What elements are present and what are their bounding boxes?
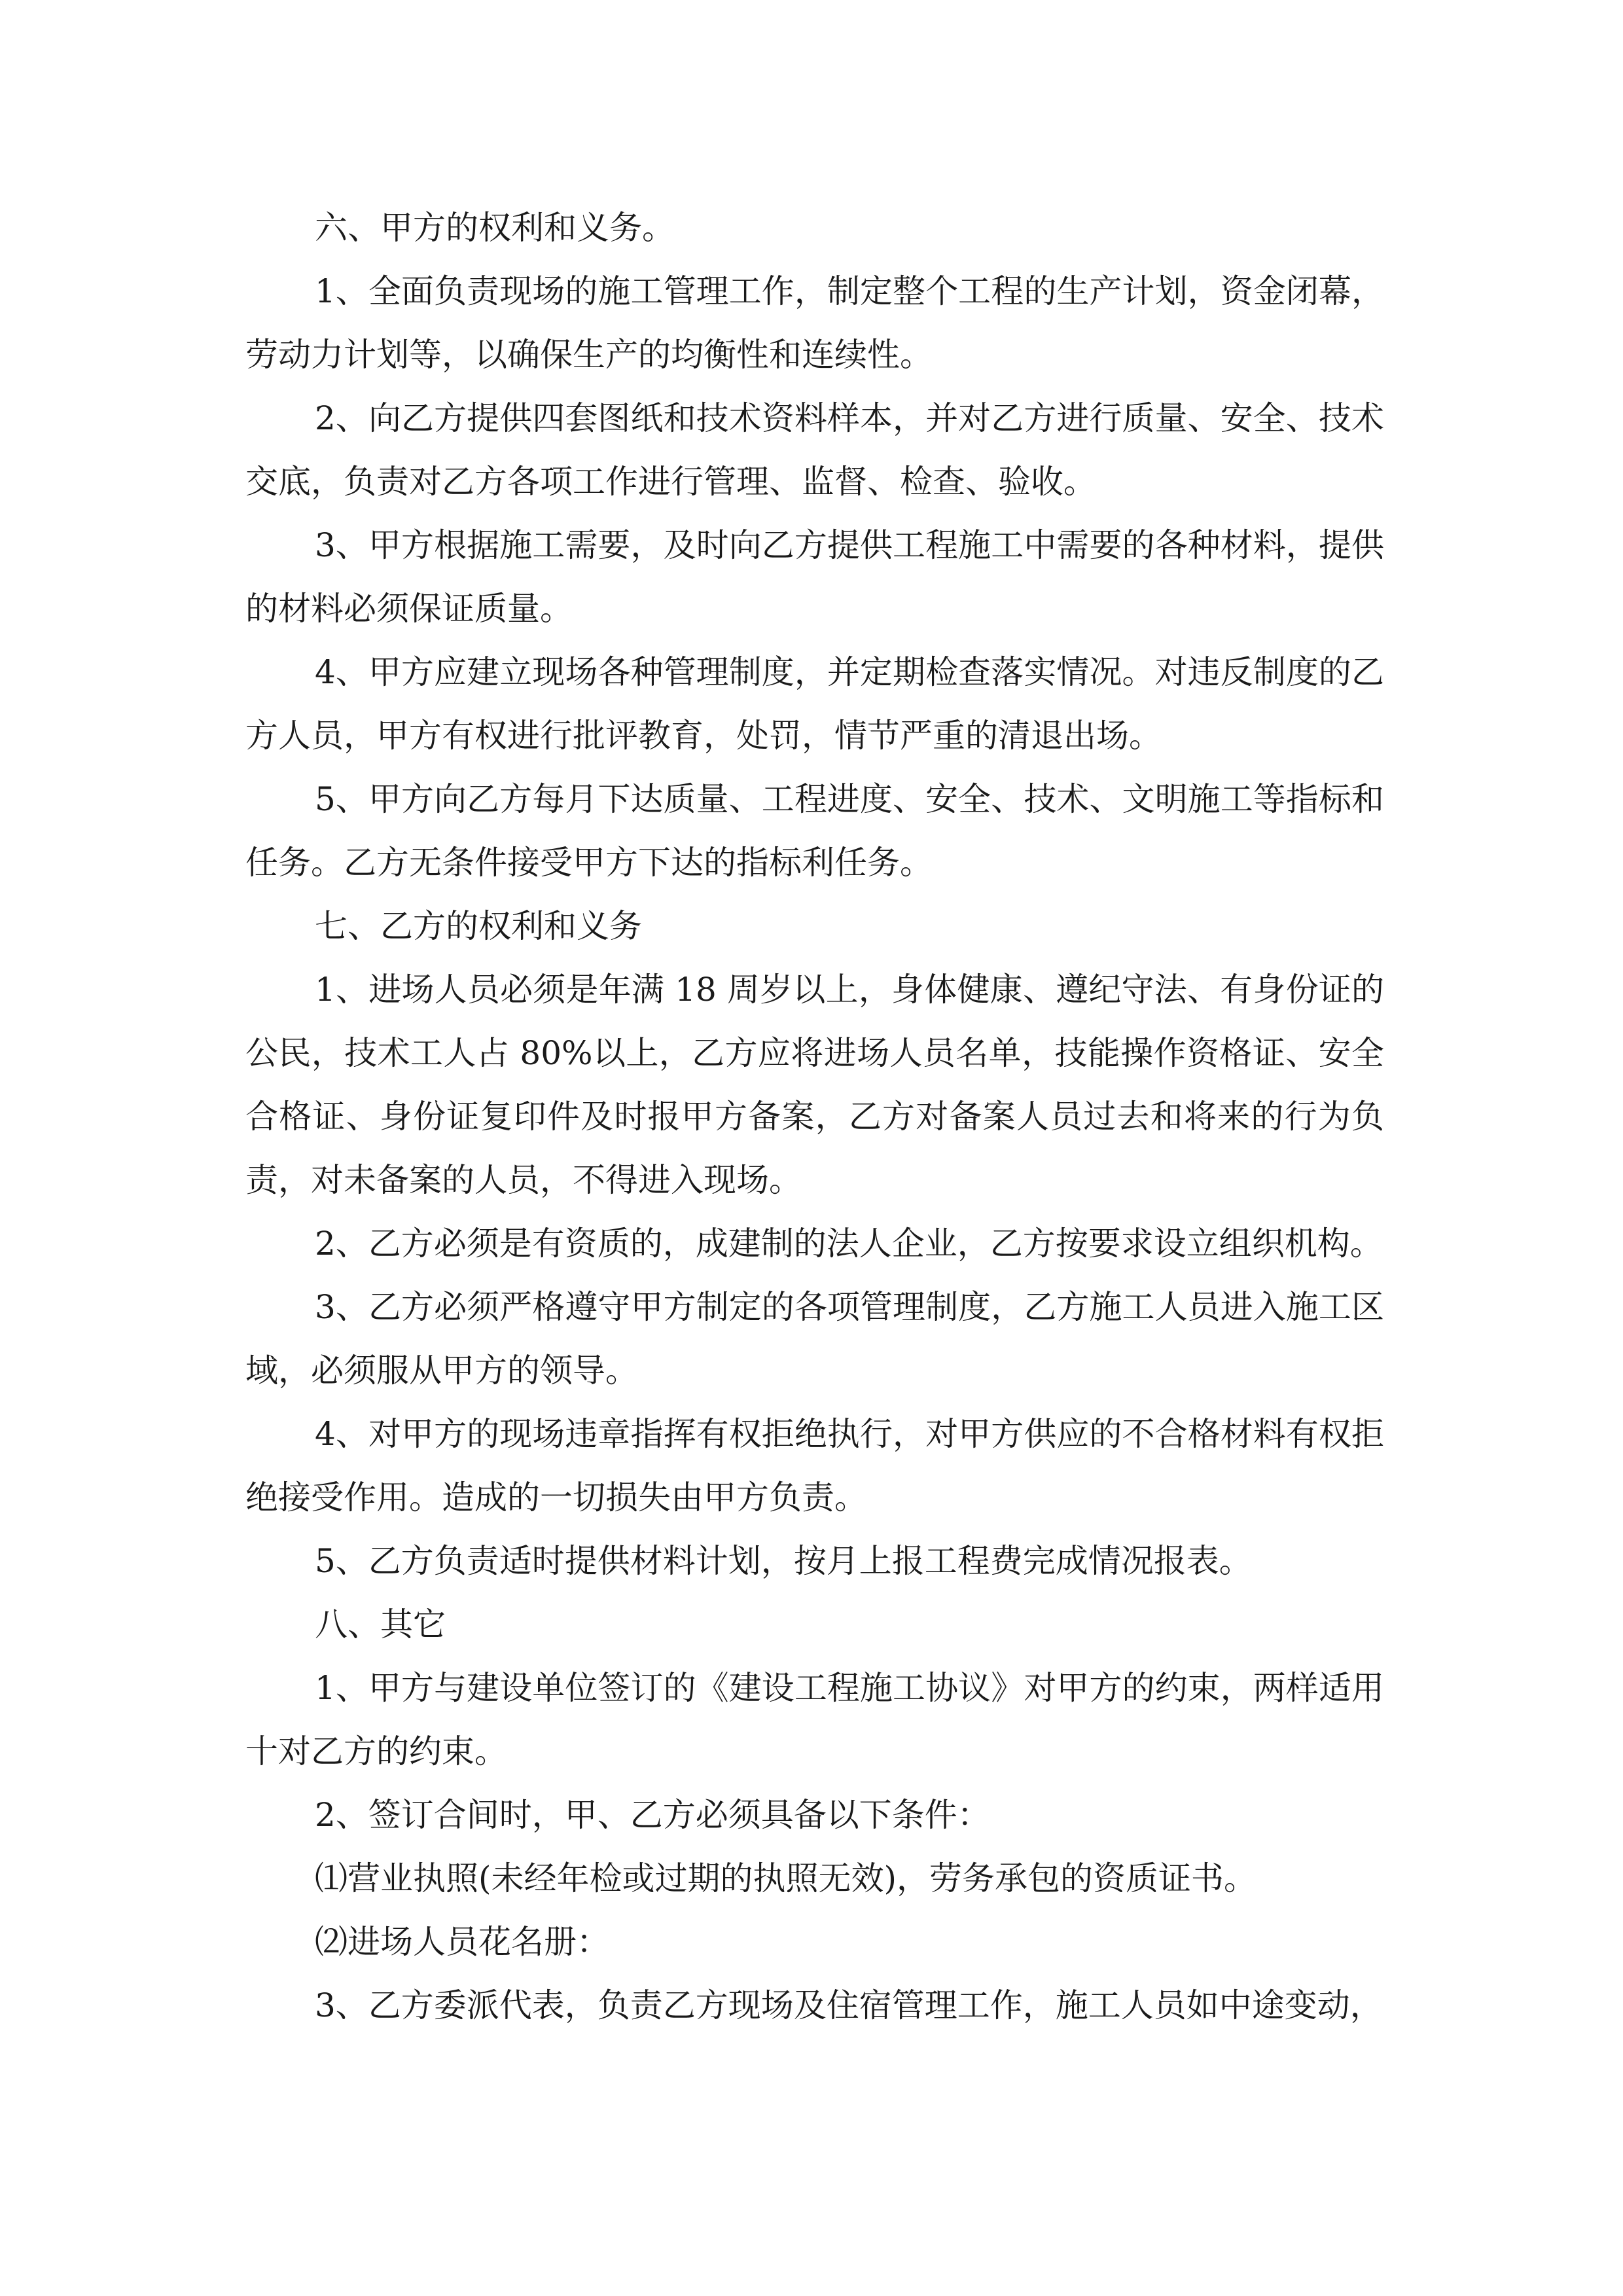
clause-paragraph: 3、乙方必须严格遵守甲方制定的各项管理制度，乙方施工人员进入施工区域，必须服从甲方的领导。 <box>245 1288 1384 1390</box>
clause-paragraph: 2、向乙方提供四套图纸和技术资料样本，并对乙方进行质量、安全、技术交底，负责对乙方各项工作进行管理、监督、检查、验收。 <box>245 399 1384 501</box>
clause-paragraph: 3、乙方委派代表，负责乙方现场及住宿管理工作，施工人员如中途变动， <box>315 1986 1383 2024</box>
clause-paragraph: 5、乙方负责适时提供材料计划，按月上报工程费完成情况报表。 <box>315 1542 1252 1580</box>
document-page <box>245 196 1384 2037</box>
clause-paragraph: 5、甲方向乙方每月下达质量、工程进度、安全、技术、文明施工等指标和任务。乙方无条件接受甲方下达的指标利任务。 <box>245 780 1384 882</box>
clause-paragraph: 2、乙方必须是有资质的，成建制的法人企业，乙方按要求设立组织机构。 <box>315 1225 1383 1263</box>
clause-paragraph: 3、甲方根据施工需要，及时向乙方提供工程施工中需要的各种材料，提供的材料必须保证质量。 <box>245 526 1384 628</box>
clause-subitem: ⑴营业执照(未经年检或过期的执照无效)，劳务承包的资质证书。 <box>315 1859 1257 1897</box>
clause-paragraph: 1、全面负责现场的施工管理工作，制定整个工程的生产计划，资金闭幕，劳动力计划等，以确保生产的均衡性和连续性。 <box>245 272 1384 374</box>
section-heading-other: 八、其它 <box>315 1605 446 1643</box>
clause-subitem: ⑵进场人员花名册： <box>315 1923 609 1961</box>
clause-paragraph: 4、甲方应建立现场各种管理制度，并定期检查落实情况。对违反制度的乙方人员，甲方有权进行批评教育，处罚，情节严重的清退出场。 <box>245 653 1384 755</box>
clause-paragraph: 4、对甲方的现场违章指挥有权拒绝执行，对甲方供应的不合格材料有权拒绝接受作用。造成的一切损失由甲方负责。 <box>245 1415 1384 1516</box>
clause-paragraph: 2、签订合间时，甲、乙方必须具备以下条件： <box>315 1796 990 1834</box>
section-heading-party-a: 六、甲方的权利和义务。 <box>315 209 675 247</box>
clause-paragraph: 1、进场人员必须是年满 18 周岁以上，身体健康、遵纪守法、有身份证的公民，技术工人占 80%以上，乙方应将进场人员名单，技能操作资格证、安全合格证、身份证复印件及时报甲方备案，乙方对备案人员过去和将来的行为负责，对未备案的人员，不得进入现场。 <box>245 971 1384 1199</box>
clause-paragraph: 1、甲方与建设单位签订的《建设工程施工协议》对甲方的约束，两样适用十对乙方的约束。 <box>245 1669 1384 1770</box>
section-heading-party-b: 七、乙方的权利和义务 <box>315 907 642 945</box>
